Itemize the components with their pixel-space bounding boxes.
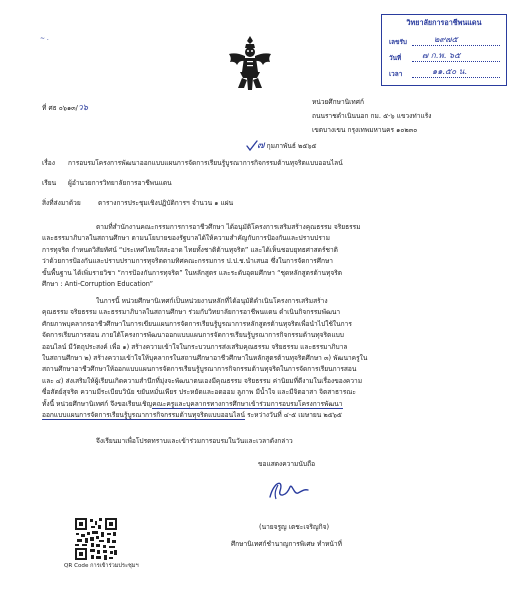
paragraph-line: ซื่อสัตย์สุจริต ความมีระเบียบวินัย ขยันหมั่นเพียร ประหยัดและอดออม ลูภาพ มีน้ำใจ และมีจิตอาสา จิตสาธารณะ [42, 388, 356, 397]
paragraph-line: ว่าด้วยการป้องกันและปราบปรามการทุจริตตามทิศคณะกรรมการ ป.ป.ช.นำเสนอ ซึ่งในการจัดการศึกษา [42, 257, 333, 266]
attachment-text: ตารางการประชุมเชิงปฏิบัติการฯ จำนวน ๑ แผ่น [98, 199, 234, 207]
paragraph-line: และ ๔) ส่งเสริมให้ผู้เรียนเกิดความสำนึกที่มุ่งจะพัฒนาตนเองมีคุณธรรม จริยธรรม ค่านิยมที่ดีงามในเรื่องของความ [42, 376, 363, 385]
paragraph-line: สถานศึกษาอาชีวศึกษาให้ออกแบบแผนการจัดการเรียนรู้บูรณาการกิจกรรมต้านทุจริตในการจัดการเรียนการสอน [42, 365, 357, 374]
qr-code-caption: QR Code การเข้าร่วมประชุมฯ [64, 563, 139, 569]
stamp-date-label: วันที่ [389, 54, 402, 62]
agency-name: หน่วยศึกษานิเทศก์ [312, 98, 364, 106]
paragraph-line: การทุจริต กำหนดวิสัยทัศน์ “ประเทศไทยใสสะอาด ไทยทั้งชาติต้านทุจริต” และได้เห็นชอบยุทธศาสตร์ชาติ [42, 245, 338, 254]
agency-address-line: เขตบางเขน กรุงเทพมหานคร ๑๐๒๓๐ [312, 126, 418, 134]
paragraph-line [42, 399, 472, 410]
closing-request: จึงเรียนมาเพื่อโปรดทราบและเข้าร่วมการอบรมในวันและเวลาดังกล่าว [96, 437, 293, 445]
subject-text: การอบรมโครงการพัฒนาออกแบบแผนการจัดการเรียนรู้บูรณาการกิจกรรมต้านทุจริตแบบออนไลน์ [68, 159, 343, 167]
signer-position: ศึกษานิเทศก์ชำนาญการพิเศษ ทำหน้าที่ [231, 540, 342, 548]
paragraph-line: ตามที่สำนักงานคณะกรรมการการอาชีวศึกษา ได้อนุมัติโครงการเสริมสร้างคุณธรรม จริยธรรม [96, 223, 361, 231]
paragraph-line: ศึกษา : Anti-Corruption Education” [42, 280, 154, 289]
paragraph-line: ในสถานศึกษา ๒) สร้างความเข้าใจให้บุคลากรในสถานศึกษาอาชีวศึกษาในหลักสูตรต้านทุจริตศึกษา ๓) พัฒนาครูใน [42, 354, 368, 363]
letter-date [257, 141, 317, 152]
document-number-prefix: ที่ ศธ ๐๖๑๓/ [42, 104, 78, 112]
recipient-text: ผู้อำนวยการวิทยาลัยการอาชีพนแดน [68, 179, 172, 187]
paragraph-line [42, 410, 472, 421]
paragraph-line: ในการนี้ หน่วยศึกษานิเทศก์เป็นหน่วยงานหลักที่ได้อนุมัติดำเนินโครงการเสริมสร้าง [96, 297, 328, 305]
stamp-date-value: ๗ ก.พ. ๖๕ [422, 50, 461, 60]
paragraph-line: ขั้นพื้นฐาน ได้เพิ่มรายวิชา “การป้องกันการทุจริต” ในหลักสูตร และระดับอุดมศึกษา “ชุดหลักสูตรต้านทุจริต [42, 268, 343, 277]
stamp-time-value: ๑๑.๕๐ น. [432, 66, 467, 76]
paragraph-line: ออนไลน์ มีวัตถุประสงค์ เพื่อ ๑) สร้างความเข้าใจในกระบวนการส่งเสริมคุณธรรม จริยธรรม และธรรมาภิบาล [42, 342, 348, 351]
paragraph-background [42, 222, 472, 290]
date-month-year: กุมภาพันธ์ ๒๕๖๕ [266, 142, 317, 150]
signature [264, 477, 312, 503]
date-day-handwritten: ๗ [257, 140, 265, 151]
stamp-number-value: ๒๙๗๕ [434, 34, 458, 44]
invitation-text: ทั้งนี้ หน่วยศึกษานิเทศก์ จึงขอเรียนเชิญ [42, 399, 153, 408]
garuda-emblem-icon [226, 34, 274, 92]
document-number-handwritten: ว๖ [77, 103, 89, 113]
recipient-label: เรียน [42, 179, 57, 187]
qr-code[interactable] [73, 516, 119, 562]
agency-address-line: ถนนราชดำเนินนอก กม. ๕-๖ แขวงท่าแร้ง [312, 112, 432, 120]
attachment-label: สิ่งที่ส่งมาด้วย [42, 199, 81, 207]
paragraph-line: คุณธรรม จริยธรรม และธรรมาภิบาลในสถานศึกษา ร่วมกับวิทยาลัยการอาชีพนแดน ดำเนินกิจกรรมพัฒนา [42, 308, 341, 317]
check-mark-icon [246, 140, 258, 152]
paragraph-line: ศักยภาพบุคลากรอาชีวศึกษาในการเขียนแผนการจัดการเรียนรู้บูรณาการหลักสูตรต้านทุจริตเพื่อนำไปใช้ในการ [42, 319, 352, 328]
subject-label: เรื่อง [42, 159, 55, 167]
paragraph-line: และธรรมาภิบาลในสถานศึกษา ตามนโยบายของรัฐบาลได้ให้ความสำคัญกับการป้องกันและปราบปราม [42, 234, 330, 243]
paragraph-details [42, 296, 472, 421]
stamp-number-label: เลขรับ [389, 38, 407, 46]
signer-name: (นายจรูญ เตชะเจริญกิจ) [259, 523, 330, 531]
stamp-title: วิทยาลัยการอาชีพนแดน [406, 18, 482, 27]
training-dates: ระหว่างวันที่ ๔-๕ เมษายน ๒๕๖๕ [244, 411, 342, 420]
stamp-time-label: เวลา [389, 70, 403, 78]
closing-salutation: ขอแสดงความนับถือ [258, 460, 316, 468]
paragraph-line: จัดการเรียนการสอน ภายใต้โครงการพัฒนาออกแบบแผนการจัดการเรียนรู้บูรณาการกิจกรรมต้านทุจริตแบบ [42, 331, 344, 340]
pen-mark: ~ . [40, 35, 49, 42]
receipt-stamp [381, 14, 507, 86]
document-number [42, 104, 88, 114]
training-title-underlined: ออกแบบแผนการจัดการเรียนรู้บูรณาการกิจกรรมต้านทุจริตแบบออนไลน์ [42, 411, 245, 420]
invitation-underlined-text: คณะครูและบุคลากรทางการศึกษาเข้าร่วมการอบรมโครงการพัฒนา [152, 399, 343, 408]
